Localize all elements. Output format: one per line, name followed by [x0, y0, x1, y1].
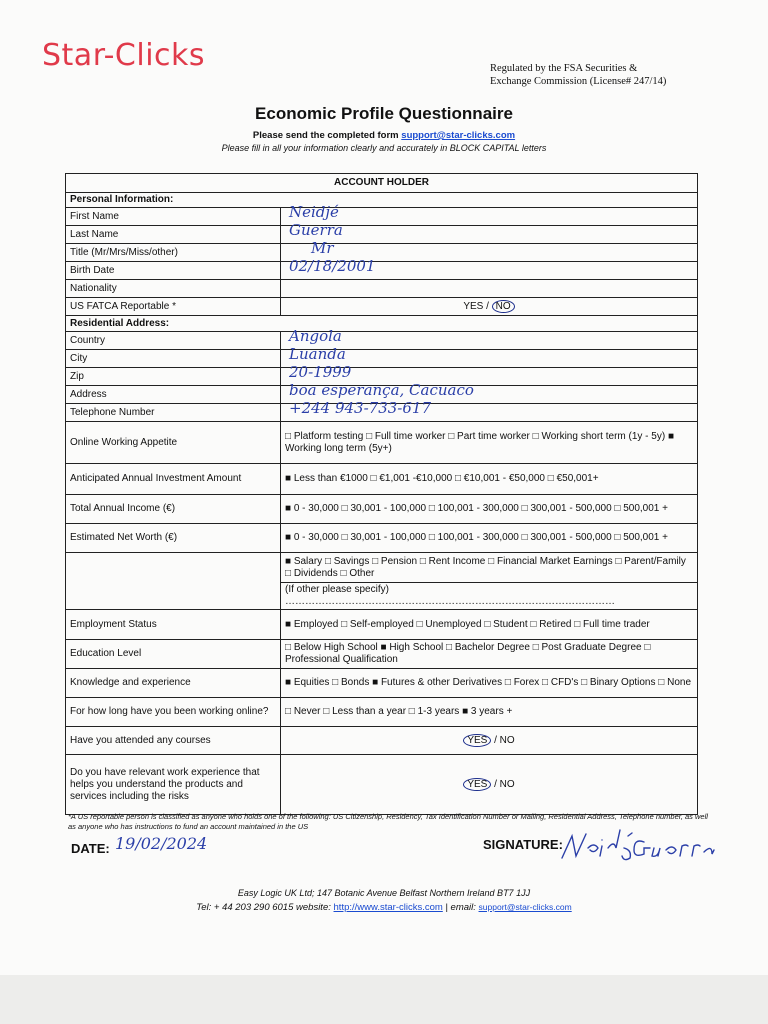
- courses-label: Have you attended any courses: [66, 727, 281, 755]
- source-of-funds-options[interactable]: ■ Salary □ Savings □ Pension □ Rent Income □ Financial Market Earnings □ Parent/Family □ Dividends □ Other: [281, 553, 698, 583]
- address-label: Address: [66, 386, 281, 404]
- send-instructions: [0, 130, 768, 141]
- online-duration-options[interactable]: □ Never □ Less than a year □ 1-3 years ■ 3 years +: [281, 698, 698, 727]
- fatca-footnote: *A US reportable person is classified as anyone who holds one of the following: US Citizenship, Residency, Tax Identification Number or Mailing, Residential Address, Telephone number, as well as anyone who has instructions to fund an account maintained in the US: [68, 812, 708, 831]
- fatca-label: US FATCA Reportable *: [66, 298, 281, 316]
- table-row: [66, 755, 698, 815]
- table-row: [66, 495, 698, 524]
- source-specify-field[interactable]: (If other please specify) ………………………………………………………………………………………: [281, 583, 698, 610]
- education-options[interactable]: □ Below High School ■ High School □ Bachelor Degree □ Post Graduate Degree □ Professional Qualification: [281, 640, 698, 669]
- signature-label: SIGNATURE:: [483, 837, 563, 852]
- date-label: DATE:: [71, 841, 110, 856]
- table-row: [66, 208, 698, 226]
- table-row: [66, 244, 698, 262]
- handwritten-signature: [558, 828, 718, 864]
- first-name-field[interactable]: [281, 203, 698, 226]
- fatca-yes[interactable]: YES: [463, 301, 484, 312]
- annual-income-label: Total Annual Income (€): [66, 495, 281, 524]
- table-row: [66, 280, 698, 298]
- zip-label: Zip: [66, 368, 281, 386]
- fatca-separator: /: [483, 301, 492, 312]
- experience-label: Do you have relevant work experience that helps you understand the products and services including the risks: [66, 755, 281, 815]
- net-worth-label: Estimated Net Worth (€): [66, 524, 281, 553]
- telephone-value: +244 943-733-617: [289, 399, 431, 417]
- country-value: Angola: [289, 327, 342, 345]
- courses-no[interactable]: / NO: [494, 735, 515, 746]
- courses-yes-circled[interactable]: YES: [463, 734, 491, 747]
- email-prefix: | email:: [442, 902, 479, 913]
- scan-margin: [0, 975, 768, 1024]
- title-value: Mr: [311, 239, 334, 257]
- support-email-link[interactable]: support@star-clicks.com: [401, 130, 516, 141]
- address-value: boa esperança, Cacuaco: [289, 381, 474, 399]
- table-row: [66, 669, 698, 698]
- city-value: Luanda: [289, 345, 346, 363]
- country-label: Country: [66, 332, 281, 350]
- last-name-label: Last Name: [66, 226, 281, 244]
- nationality-label: Nationality: [66, 280, 281, 298]
- regulation-notice: [490, 62, 700, 88]
- date-value[interactable]: 19/02/2024: [115, 834, 208, 853]
- table-row: [66, 404, 698, 422]
- table-row: [66, 332, 698, 350]
- knowledge-options[interactable]: ■ Equities □ Bonds ■ Futures & other Derivatives □ Forex □ CFD's □ Binary Options □ None: [281, 669, 698, 698]
- first-name-value: Neidjé: [289, 203, 339, 221]
- table-row: [66, 610, 698, 640]
- table-row: [66, 464, 698, 495]
- fill-instructions: Please fill in all your information clearly and accurately in BLOCK CAPITAL letters: [221, 143, 547, 153]
- table-row: [66, 698, 698, 727]
- table-row: [66, 727, 698, 755]
- account-holder-header: ACCOUNT HOLDER: [66, 174, 698, 193]
- birth-date-field[interactable]: [281, 257, 698, 280]
- knowledge-label: Knowledge and experience: [66, 669, 281, 698]
- table-row: [66, 553, 698, 583]
- table-row: [66, 422, 698, 464]
- experience-choice[interactable]: [281, 755, 698, 815]
- table-row: [66, 640, 698, 669]
- employment-options[interactable]: ■ Employed □ Self-employed □ Unemployed □ Student □ Retired □ Full time trader: [281, 610, 698, 640]
- experience-yes-circled[interactable]: YES: [463, 778, 491, 791]
- title-label: Title (Mr/Mrs/Miss/other): [66, 244, 281, 262]
- working-appetite-options[interactable]: □ Platform testing □ Full time worker □ Part time worker □ Working short term (1y - 5y) ■ Working long term (5y+): [281, 422, 698, 464]
- employment-label: Employment Status: [66, 610, 281, 640]
- online-duration-label: For how long have you been working online?: [66, 698, 281, 727]
- regulation-line-1: Regulated by the FSA Securities &: [490, 63, 638, 74]
- first-name-label: First Name: [66, 208, 281, 226]
- working-appetite-label: Online Working Appetite: [66, 422, 281, 464]
- residential-section-header: Residential Address:: [66, 316, 698, 332]
- city-label: City: [66, 350, 281, 368]
- footer-email-link[interactable]: support@star-clicks.com: [478, 902, 572, 912]
- table-row: [66, 262, 698, 280]
- net-worth-options[interactable]: ■ 0 - 30,000 □ 30,001 - 100,000 □ 100,001 - 300,000 □ 300,001 - 500,000 □ 500,001 +: [281, 524, 698, 553]
- table-row: [66, 226, 698, 244]
- investment-amount-label: Anticipated Annual Investment Amount: [66, 464, 281, 495]
- company-contact: [0, 902, 768, 913]
- telephone-field[interactable]: [281, 399, 698, 422]
- annual-income-options[interactable]: ■ 0 - 30,000 □ 30,001 - 100,000 □ 100,001 - 300,000 □ 300,001 - 500,000 □ 500,001 +: [281, 495, 698, 524]
- investment-amount-options[interactable]: ■ Less than €1000 □ €1,001 -€10,000 □ €10,001 - €50,000 □ €50,001+: [281, 464, 698, 495]
- fatca-choice[interactable]: [281, 298, 698, 316]
- zip-value: 20-1999: [289, 363, 352, 381]
- nationality-field[interactable]: [281, 280, 698, 298]
- telephone-label: Telephone Number: [66, 404, 281, 422]
- tel-prefix: Tel: + 44 203 290 6015 website:: [196, 902, 334, 913]
- education-label: Education Level: [66, 640, 281, 669]
- birth-date-value: 02/18/2001: [289, 257, 376, 275]
- signature[interactable]: [558, 828, 718, 864]
- source-of-funds-label: [66, 553, 281, 610]
- courses-choice[interactable]: [281, 727, 698, 755]
- table-row: [66, 298, 698, 316]
- questionnaire-table: [65, 173, 698, 815]
- fatca-no-circled[interactable]: NO: [492, 300, 515, 313]
- birth-date-label: Birth Date: [66, 262, 281, 280]
- company-address: Easy Logic UK Ltd; 147 Botanic Avenue Belfast Northern Ireland BT7 1JJ: [237, 888, 531, 898]
- last-name-field[interactable]: [281, 221, 698, 244]
- table-row: [66, 524, 698, 553]
- regulation-line-2: Exchange Commission (License# 247/14): [490, 76, 667, 87]
- website-link[interactable]: http://www.star-clicks.com: [333, 902, 443, 913]
- table-row: [66, 350, 698, 368]
- experience-no[interactable]: / NO: [494, 779, 515, 790]
- last-name-value: Guerra: [289, 221, 343, 239]
- company-logo: Star-Clicks: [42, 38, 206, 73]
- page-title: Economic Profile Questionnaire: [255, 104, 513, 123]
- personal-section-header: Personal Information:: [66, 193, 698, 208]
- send-prefix: Please send the completed form: [252, 130, 402, 141]
